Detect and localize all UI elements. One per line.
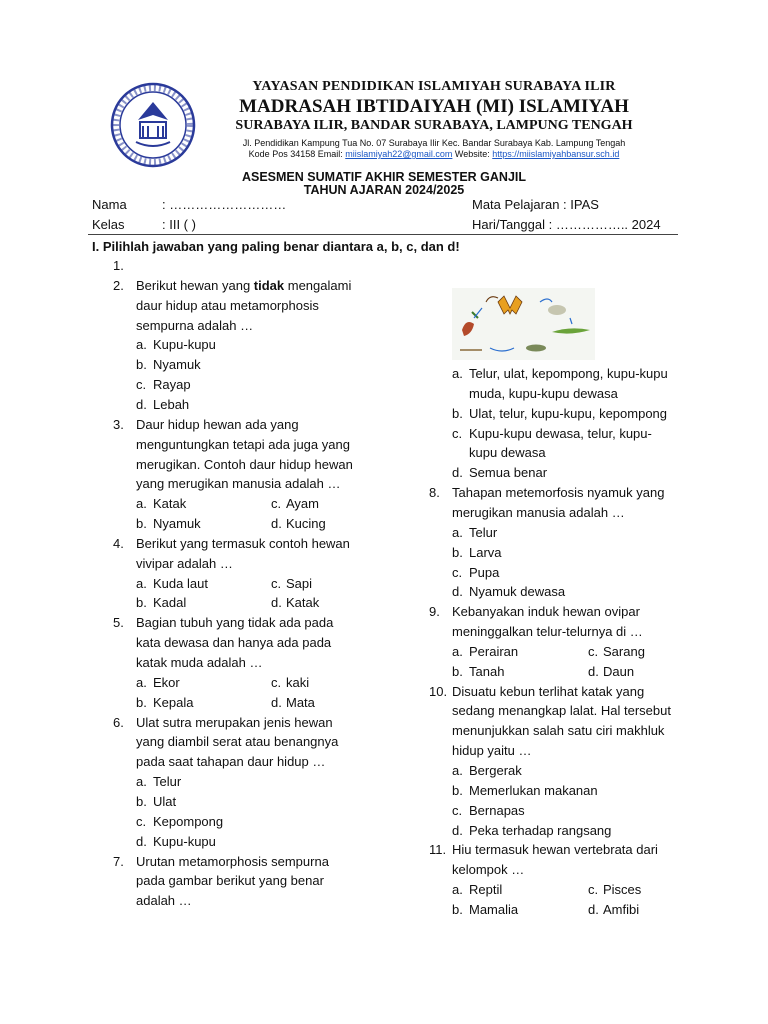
option-text: Kadal	[153, 595, 187, 611]
option-letter: a.	[136, 496, 147, 512]
question-text: kata dewasa dan hanya ada pada	[136, 635, 332, 651]
question-text: merugikan manusia adalah …	[452, 504, 625, 520]
question-text: pada gambar berikut yang benar	[136, 873, 324, 889]
option-letter: a.	[452, 763, 463, 778]
question-text: sedang menangkap lalat. Hal tersebut	[452, 703, 671, 719]
option-text: Kucing	[286, 516, 326, 532]
option-text: Kupu-kupu dewasa, telur, kupu-	[469, 425, 652, 441]
date-field: Hari/Tanggal : …………….. 2024	[472, 217, 661, 232]
name-field: : ………………………	[162, 197, 287, 212]
question-number: 11.	[429, 842, 447, 858]
option-text: Reptil	[469, 882, 503, 898]
option-text: Ulat, telur, kupu-kupu, kepompong	[469, 405, 668, 421]
option-text: Lebah	[153, 396, 190, 412]
option-text: Kepala	[153, 694, 194, 710]
exam-title: ASESMEN SUMATIF AKHIR SEMESTER GANJIL	[241, 170, 527, 184]
option-text: Daun	[603, 663, 635, 679]
option-letter: a.	[136, 575, 147, 591]
option-letter: b.	[452, 663, 463, 679]
option-letter: c.	[452, 425, 463, 441]
option-letter: b.	[452, 782, 463, 798]
question-text: sempurna adalah …	[136, 317, 254, 333]
option-letter: a.	[136, 774, 147, 790]
question-number: 3.	[113, 416, 124, 432]
option-text: Katak	[286, 595, 320, 611]
option-text: Pisces	[603, 882, 642, 898]
option-letter: d.	[452, 584, 463, 600]
option-letter: c.	[588, 882, 599, 898]
option-text: Telur	[153, 774, 182, 790]
option-letter: c.	[271, 575, 282, 591]
option-text: kupu dewasa	[469, 445, 546, 461]
question-text: merugikan. Contoh daur hidup hewan	[136, 456, 353, 472]
option-text: Larva	[469, 544, 502, 560]
option-letter: c.	[136, 377, 147, 393]
option-text: Kupu-kupu	[153, 337, 216, 353]
option-letter: c.	[452, 802, 463, 818]
option-text: kaki	[286, 674, 310, 690]
question-text: Berikut hewan yang tidak mengalami	[136, 277, 352, 293]
option-text: Kupu-kupu	[153, 833, 216, 849]
option-letter: b.	[452, 901, 463, 917]
option-text: Ekor	[153, 674, 180, 690]
option-letter: c.	[271, 496, 282, 512]
option-letter: b.	[136, 694, 147, 710]
class-label: Kelas	[92, 217, 125, 232]
question-number: 5.	[113, 615, 124, 631]
question-text: Daur hidup hewan ada yang	[136, 416, 299, 432]
option-text: Bernapas	[469, 802, 525, 818]
question-number: 4.	[113, 535, 124, 551]
option-text: Rayap	[153, 377, 191, 393]
option-letter: d.	[452, 822, 463, 838]
option-letter: d.	[136, 833, 147, 849]
option-text: Peka terhadap rangsang	[469, 822, 612, 838]
option-letter: d.	[452, 465, 463, 481]
option-text: Mamalia	[469, 901, 519, 917]
name-label: Nama	[92, 197, 127, 212]
question-number: 2.	[113, 277, 124, 293]
option-text: Bergerak	[469, 763, 522, 778]
question-text: Berikut yang termasuk contoh hewan	[136, 535, 350, 551]
option-letter: a.	[452, 882, 463, 898]
option-text: Pupa	[469, 564, 500, 580]
option-text: Sapi	[286, 575, 313, 591]
question-number: 10.	[429, 683, 448, 699]
question-text: Ulat sutra merupakan jenis hewan	[136, 714, 333, 730]
option-text: Nyamuk	[153, 516, 201, 532]
question-number: 8.	[429, 485, 440, 501]
option-text: Kepompong	[153, 813, 224, 829]
option-letter: d.	[588, 663, 599, 679]
option-text: Nyamuk dewasa	[469, 584, 566, 600]
question-text: yang diambil serat atau benangnya	[136, 734, 339, 750]
question-number: 1.	[113, 258, 124, 273]
option-letter: c.	[588, 643, 599, 659]
option-text: Perairan	[469, 643, 519, 659]
option-text: Katak	[153, 496, 187, 512]
option-letter: b.	[136, 357, 147, 373]
subject-field: Mata Pelajaran : IPAS	[472, 197, 599, 212]
school-location: SURABAYA ILIR, BANDAR SURABAYA, LAMPUNG TENGAH	[235, 118, 633, 133]
contact-line: Kode Pos 34158 Email: miislamiyah22@gmail.com Website: https://miislamiyahbansur.sch.id	[248, 149, 620, 159]
question-text: menguntungkan tetapi ada juga yang	[136, 436, 350, 452]
option-letter: c.	[271, 674, 282, 690]
option-text: Sarang	[603, 643, 645, 659]
question-text: Disuatu kebun terlihat katak yang	[452, 683, 645, 699]
email-link[interactable]: miislamiyah22@gmail.com	[345, 149, 453, 159]
foundation-name: YAYASAN PENDIDIKAN ISLAMIYAH SURABAYA ILIR	[252, 79, 616, 94]
option-text: Mata	[286, 694, 315, 710]
question-text: Urutan metamorphosis sempurna	[136, 853, 329, 869]
option-letter: a.	[136, 674, 147, 690]
option-text: Kuda laut	[153, 575, 208, 591]
option-text: muda, kupu-kupu dewasa	[469, 385, 618, 401]
question-text: Kebanyakan induk hewan ovipar	[452, 604, 640, 620]
question-text: kelompok …	[452, 862, 525, 878]
class-field: : III ( )	[162, 217, 196, 232]
emphasis-word: tidak	[253, 277, 285, 293]
school-logo-icon	[110, 82, 196, 168]
option-text: Memerlukan makanan	[469, 782, 598, 798]
option-letter: d.	[588, 901, 599, 917]
option-letter: b.	[452, 544, 463, 560]
website-link[interactable]: https://miislamiyahbansur.sch.id	[492, 149, 620, 159]
option-letter: d.	[271, 595, 282, 611]
question-text: katak muda adalah …	[136, 655, 263, 670]
option-letter: b.	[452, 405, 463, 421]
question-text: hidup yaitu …	[452, 743, 532, 759]
option-letter: b.	[136, 595, 147, 611]
question-text: adalah …	[136, 893, 192, 909]
option-letter: b.	[136, 793, 147, 809]
option-letter: d.	[271, 516, 282, 532]
question-text: Tahapan metemorfosis nyamuk yang	[452, 485, 665, 501]
question-text: pada saat tahapan daur hidup …	[136, 754, 326, 770]
question-text: yang merugikan manusia adalah …	[136, 476, 341, 492]
question-text: meninggalkan telur-telurnya di …	[452, 624, 643, 640]
address-line: Jl. Pendidikan Kampung Tua No. 07 Surabaya Ilir Kec. Bandar Surabaya Kab. Lampung Tengah	[242, 138, 626, 148]
butterfly-lifecycle-image	[452, 288, 595, 360]
question-number: 6.	[113, 714, 124, 730]
question-text: Bagian tubuh yang tidak ada pada	[136, 615, 334, 631]
question-text: menunjukkan salah satu ciri makhluk	[452, 723, 665, 739]
option-text: Ulat	[153, 793, 177, 809]
option-letter: c.	[452, 564, 463, 580]
question-number: 9.	[429, 604, 440, 620]
option-text: Telur, ulat, kepompong, kupu-kupu	[469, 366, 668, 381]
option-text: Semua benar	[469, 465, 548, 481]
option-letter: a.	[136, 337, 147, 353]
divider	[88, 234, 678, 235]
option-text: Nyamuk	[153, 357, 201, 373]
option-letter: d.	[136, 396, 147, 412]
option-text: Amfibi	[603, 901, 640, 917]
question-text: daur hidup atau metamorphosis	[136, 297, 319, 313]
option-text: Tanah	[469, 663, 505, 679]
option-text: Telur	[469, 524, 498, 540]
question-text: vivipar adalah …	[136, 555, 233, 571]
option-letter: a.	[452, 366, 463, 381]
question-number: 7.	[113, 853, 124, 869]
option-letter: b.	[136, 516, 147, 532]
option-letter: a.	[452, 643, 463, 659]
exam-year: TAHUN AJARAN 2024/2025	[303, 183, 465, 197]
option-letter: c.	[136, 813, 147, 829]
instruction: I. Pilihlah jawaban yang paling benar diantara a, b, c, dan d!	[92, 239, 460, 254]
school-name: MADRASAH IBTIDAIYAH (MI) ISLAMIYAH	[239, 96, 629, 117]
option-letter: d.	[271, 694, 282, 710]
option-letter: a.	[452, 524, 463, 540]
option-text: Ayam	[286, 496, 319, 512]
question-text: Hiu termasuk hewan vertebrata dari	[452, 842, 658, 858]
